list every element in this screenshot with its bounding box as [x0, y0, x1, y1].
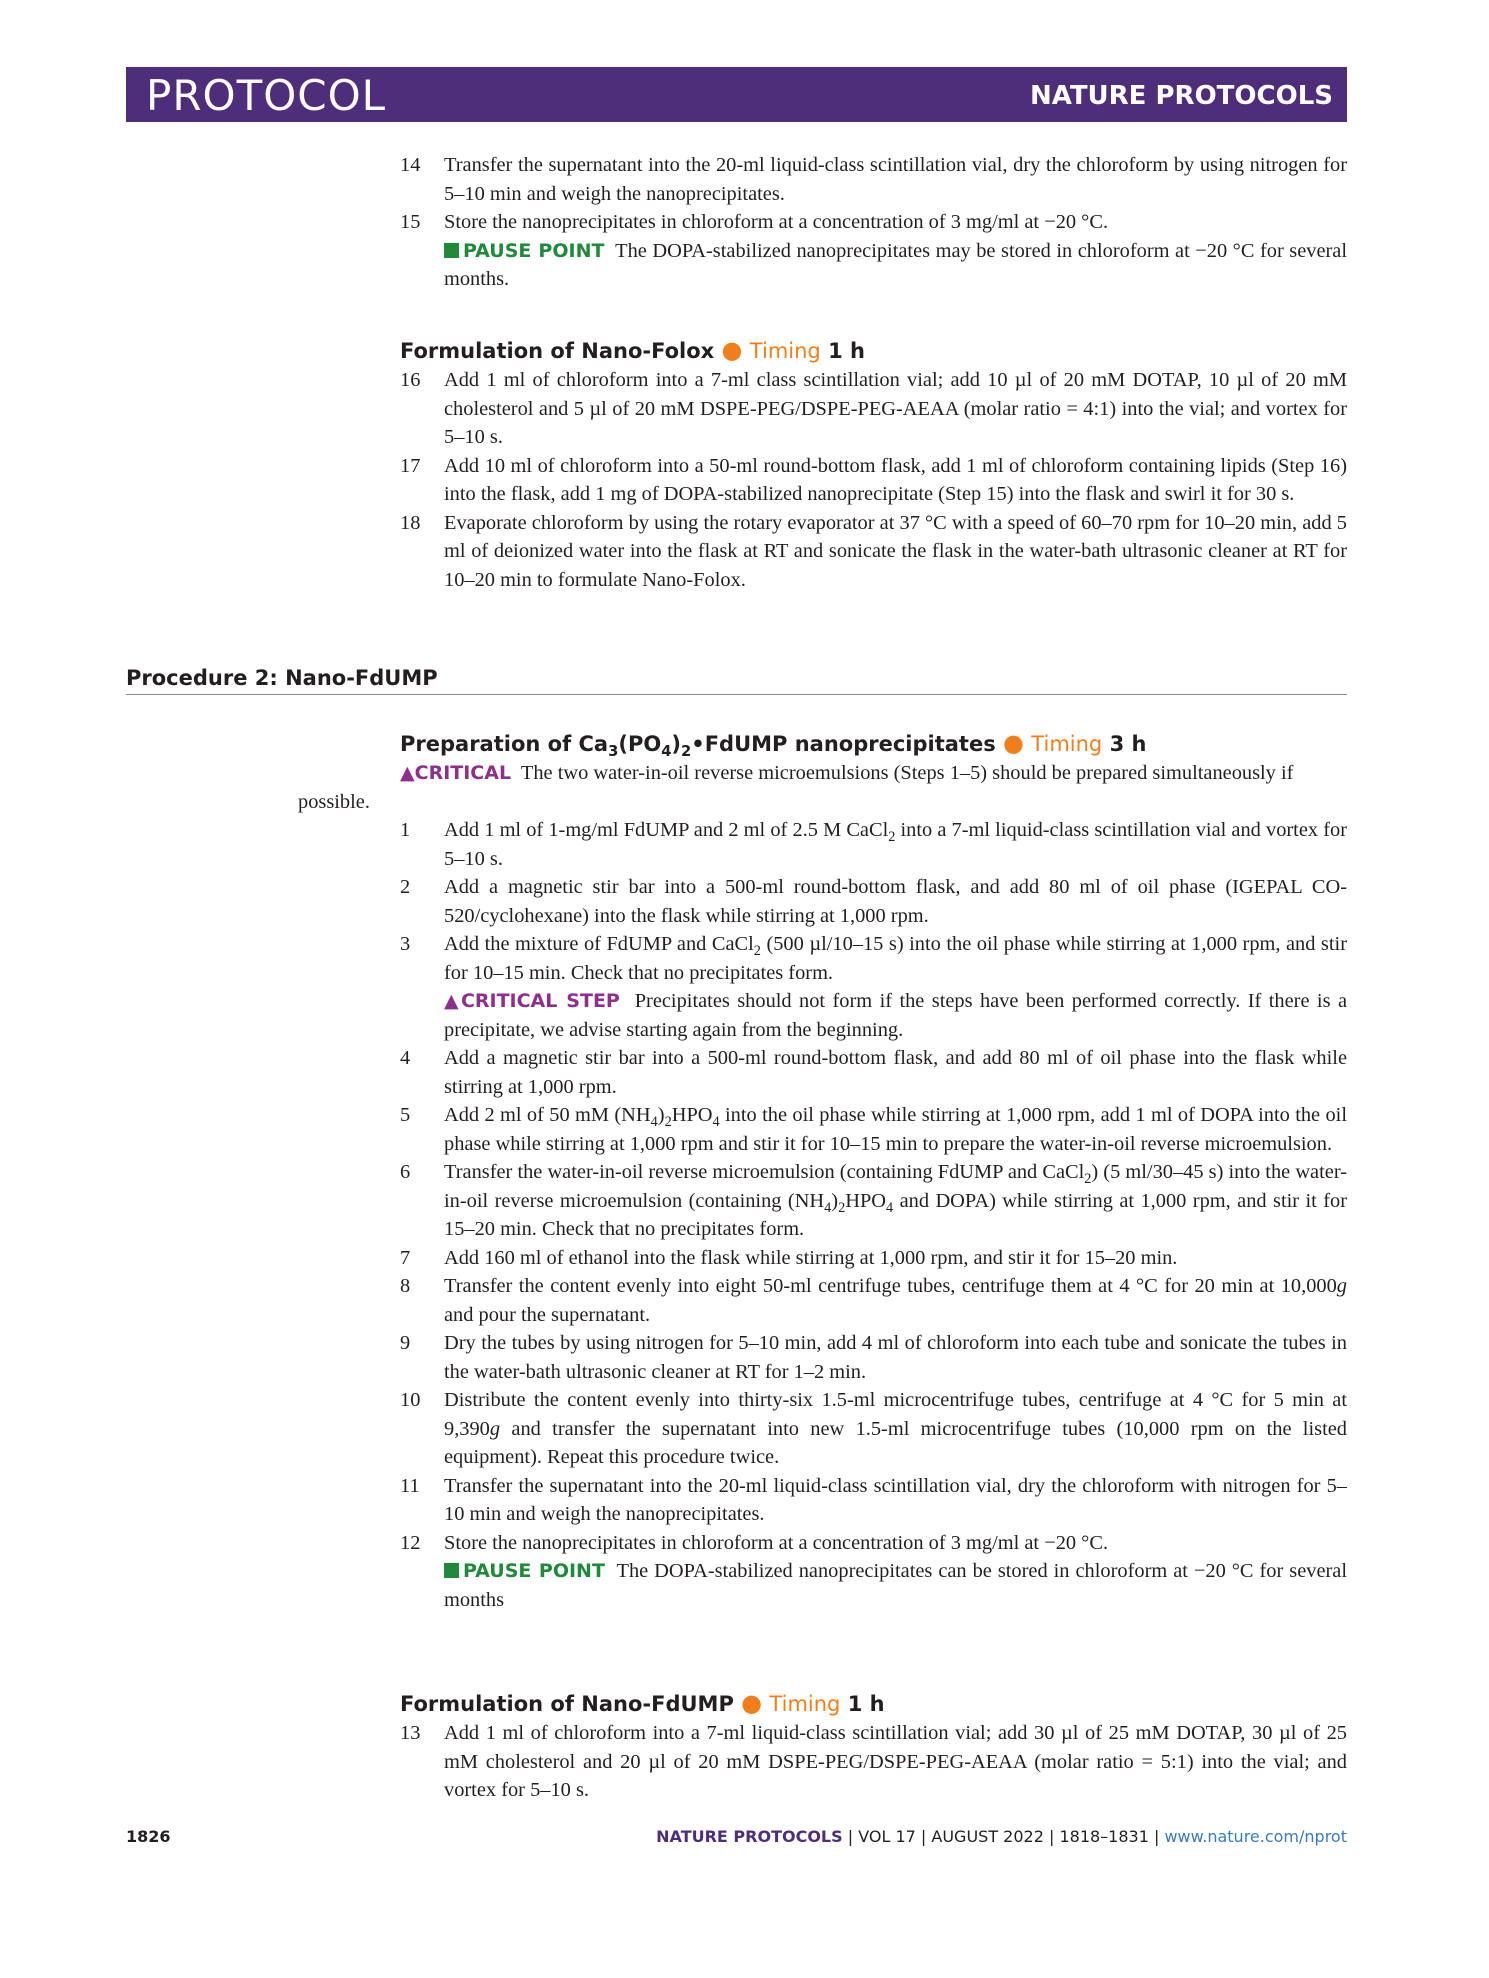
heading-nano-fdump: Formulation of Nano-FdUMP ● Timing 1 h: [400, 1689, 885, 1717]
step-9: 9 Dry the tubes by using nitrogen for 5–10 min, add 4 ml of chloroform into each tube and sonicate the tubes in the water-bath ultrasonic cleaner at RT for 1–2 min.: [400, 1332, 1347, 1383]
header-protocol-label: PROTOCOL: [146, 71, 387, 120]
step-5: 5 Add 2 ml of 50 mM $(NH_4)_2HPO_4$ into the oil phase while stirring at 1,000 rpm, add 1 ml of DOPA into the oil phase while stirring at 1,000 rpm and stir it for 10–15 min to prepare the water-in-oil reverse microemulsion.: [400, 1104, 1347, 1155]
step-12: 12 Store the nanoprecipitates in chloroform at a concentration of 3 mg/ml at −20 °C.: [400, 1531, 1109, 1554]
warning-triangle-icon: ▲: [444, 990, 461, 1012]
footer-citation: NATURE PROTOCOLS | VOL 17 | AUGUST 2022 | 1818–1831 | www.nature.com/nprot: [656, 1827, 1347, 1846]
heading-nano-folox: Formulation of Nano-Folox ● Timing 1 h: [400, 336, 865, 364]
step-14: 14 Transfer the supernatant into the 20-ml liquid-class scintillation vial, dry the chloroform by using nitrogen for 5–10 min and weigh the nanoprecipitates.: [400, 154, 1347, 205]
journal-url-link[interactable]: www.nature.com/nprot: [1164, 1827, 1347, 1846]
step-11: 11 Transfer the supernatant into the 20-ml liquid-class scintillation vial, dry the chloroform with nitrogen for 5–10 min and weigh the nanoprecipitates.: [400, 1474, 1347, 1525]
page-number: 1826: [126, 1827, 171, 1846]
step-13: 13 Add 1 ml of chloroform into a 7-ml liquid-class scintillation vial; add 30 µl of 25 mM DOTAP, 30 µl of 25 mM cholesterol and 20 µl of 20 mM DSPE-PEG/DSPE-PEG-AEAA (molar ratio = 5:1) into the vial; and vortex for 5–10 s.: [400, 1722, 1347, 1801]
pause-square-icon: [444, 243, 459, 258]
step-15: 15 Store the nanoprecipitates in chloroform at a concentration of 3 mg/ml at −20 °C.: [400, 211, 1109, 233]
step-4: 4 Add a magnetic stir bar into a 500-ml round-bottom flask, and add 80 ml of oil phase into the flask while stirring at 1,000 rpm.: [400, 1047, 1347, 1098]
pause-point-1: PAUSE POINT The DOPA-stabilized nanoprecipitates may be stored in chloroform at −20 °C for several months.: [444, 239, 1347, 290]
timing-dot-icon: ●: [741, 1689, 763, 1717]
step-3: 3 Add the mixture of FdUMP and CaCl$_2$ (500 µl/10–15 s) into the oil phase while stirring at 1,000 rpm, and stir for 10–15 min. Check that no precipitates form.: [400, 933, 1347, 984]
step-17: 17 Add 10 ml of chloroform into a 50-ml round-bottom flask, add 1 ml of chloroform containing lipids (Step 16) into the flask, add 1 mg of DOPA-stabilized nanoprecipitate (Step 15) into the flask and swirl it for 30 s.: [400, 454, 1347, 505]
step-10: 10 Distribute the content evenly into thirty-six 1.5-ml microcentrifuge tubes, centrifuge at 4 °C for 5 min at 9,390g and transfer the supernatant into new 1.5-ml microcentrifuge tubes (10,000 rpm on the listed equipment). Repeat this procedure twice.: [400, 1389, 1347, 1468]
pause-point-2: PAUSE POINT The DOPA-stabilized nanoprecipitates can be stored in chloroform at −20 °C for several months: [444, 1560, 1347, 1611]
step-8: 8 Transfer the content evenly into eight 50-ml centrifuge tubes, centrifuge them at 4 °C for 20 min at 10,000g and pour the supernatant.: [400, 1275, 1347, 1326]
heading-preparation: Preparation of $Ca_3(PO_4)_2•FdUMP$ nanoprecipitates ● Timing 3 h: [400, 729, 1147, 761]
critical-note: ▲CRITICAL The two water-in-oil reverse microemulsions (Steps 1–5) should be prepared simultaneously if possible.: [298, 762, 1294, 813]
header-journal-name: NATURE PROTOCOLS: [1029, 81, 1333, 111]
step-16: 16 Add 1 ml of chloroform into a 7-ml class scintillation vial; add 10 µl of 20 mM DOTAP, 10 µl of 20 mM cholesterol and 5 µl of 20 mM DSPE-PEG/DSPE-PEG-AEAA (molar ratio = 4:1) into the vial; and vortex for 5–10 s.: [400, 369, 1347, 448]
section-preparation: [298, 728, 1348, 1614]
step-7: 7 Add 160 ml of ethanol into the flask while stirring at 1,000 rpm, and stir it for 15–20 min.: [400, 1246, 1178, 1269]
step-1: 1 Add 1 ml of 1-mg/ml FdUMP and 2 ml of 2.5 M CaCl$_2$ into a 7-ml liquid-class scintillation vial and vortex for 5–10 s.: [400, 819, 1347, 870]
block1: [400, 151, 1347, 294]
step-6: 6 Transfer the water-in-oil reverse microemulsion (containing FdUMP and CaCl$_2$) (5 ml/30–45 s) into the water-in-oil reverse microemulsion (containing $(NH_4)_2HPO_4$ and DOPA) while stirring at 1,000 rpm, and stir it for 15–20 min. Check that no precipitates form.: [400, 1161, 1348, 1240]
header-banner: [126, 67, 1347, 122]
pause-square-icon: [444, 1563, 459, 1578]
step-18: 18 Evaporate chloroform by using the rotary evaporator at 37 °C with a speed of 60–70 rpm for 10–20 min, add 5 ml of deionized water into the flask at RT and sonicate the flask in the water-bath ultrasonic cleaner at RT for 10–20 min to formulate Nano-Folox.: [400, 511, 1347, 591]
section-nano-folox: [400, 335, 1347, 594]
warning-triangle-icon: ▲: [400, 762, 415, 784]
step-2: 2 Add a magnetic stir bar into a 500-ml round-bottom flask, and add 80 ml of oil phase (IGEPAL CO-520/cyclohexane) into the flask while stirring at 1,000 rpm.: [400, 876, 1347, 927]
timing-dot-icon: ●: [1003, 729, 1024, 757]
timing-dot-icon: ●: [721, 336, 743, 364]
critical-step-note: ▲CRITICAL STEP Precipitates should not form if the steps have been performed correctly. If there is a precipitate, we advise starting again from the beginning.: [444, 990, 1347, 1041]
section-nano-fdump: [400, 1688, 1347, 1805]
procedure-2-heading: Procedure 2: Nano-FdUMP: [126, 666, 1347, 695]
